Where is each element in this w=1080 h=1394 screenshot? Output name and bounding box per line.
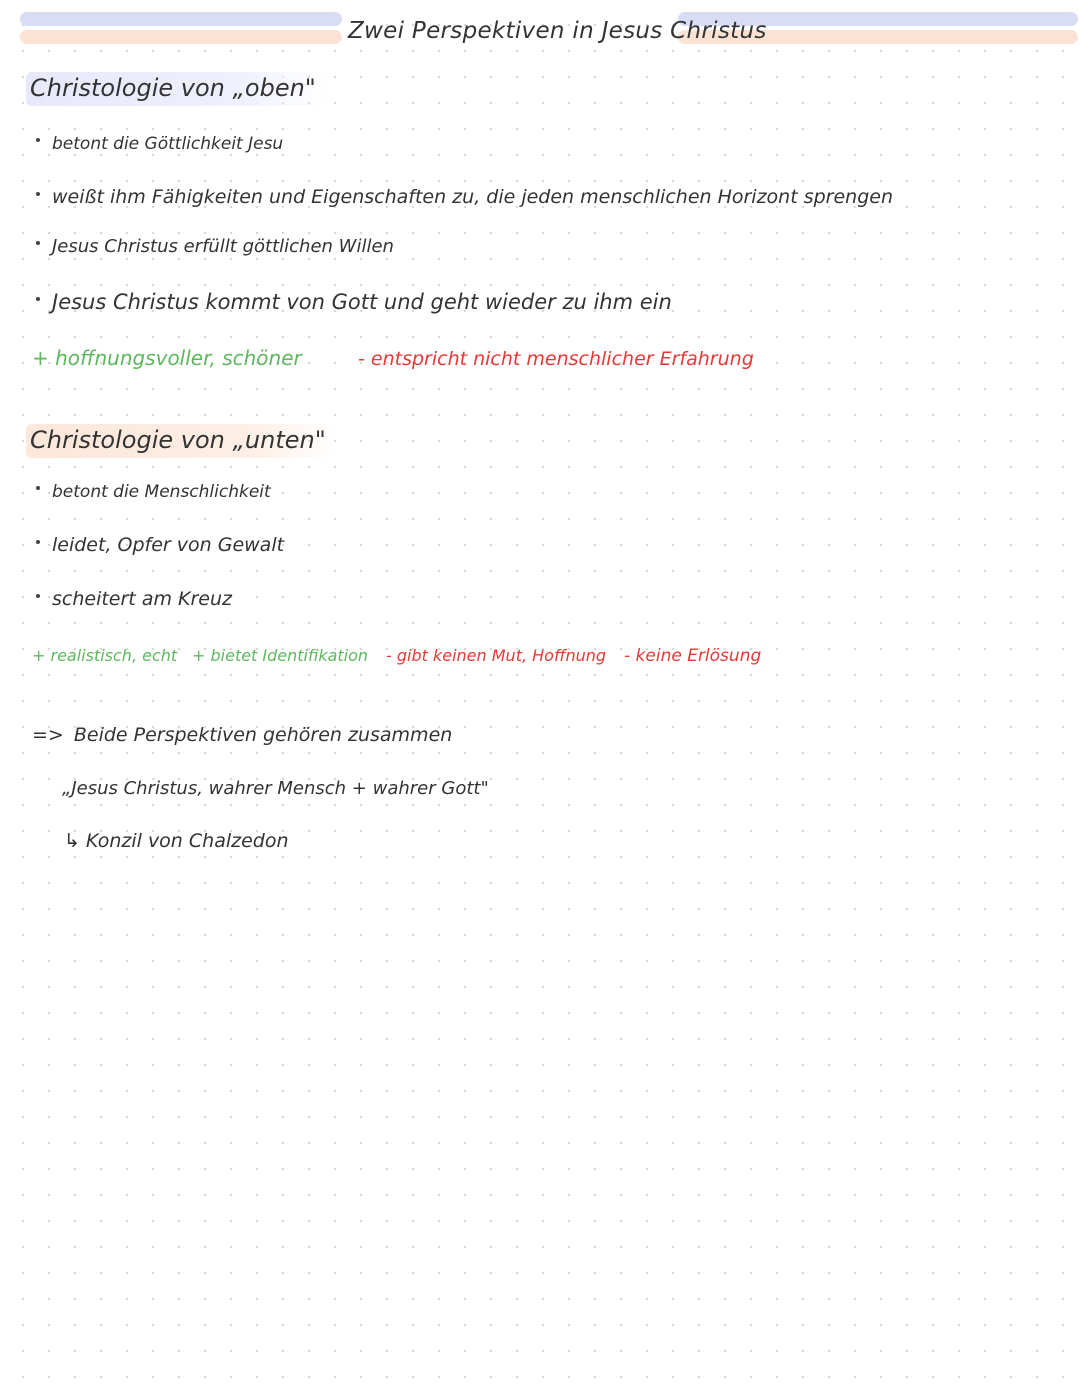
header-stripe-blue-left	[20, 12, 342, 26]
page-title: Zwei Perspektiven in Jesus Christus	[348, 18, 767, 44]
return-arrow-icon: ↳	[64, 830, 80, 852]
unten-con-1: - gibt keinen Mut, Hoffnung	[386, 646, 607, 665]
unten-bullet-3	[36, 588, 232, 610]
bullet-dot	[36, 241, 40, 245]
bullet-dot	[36, 297, 40, 301]
heading-christologie-oben: Christologie von „oben"	[26, 72, 326, 106]
conclusion-statement-text: Beide Perspektiven gehören zusammen	[73, 724, 453, 746]
council-text: Konzil von Chalzedon	[85, 830, 289, 852]
oben-bullet-4	[36, 290, 672, 314]
unten-bullet-2	[36, 534, 284, 556]
unten-bullet-2-text: leidet, Opfer von Gewalt	[52, 534, 285, 556]
heading-christologie-unten: Christologie von „unten"	[26, 424, 336, 458]
unten-pro-2: + bietet Identifikation	[192, 646, 369, 665]
oben-bullet-2	[36, 186, 893, 208]
oben-pro: + hoffnungsvoller, schöner	[32, 346, 302, 370]
bullet-dot	[36, 138, 40, 142]
bullet-dot	[36, 192, 40, 196]
unten-bullet-3-text: scheitert am Kreuz	[52, 588, 232, 610]
bullet-dot	[36, 594, 40, 598]
oben-bullet-3-text: Jesus Christus erfüllt göttlichen Willen	[52, 236, 394, 257]
oben-bullet-2-text: weißt ihm Fähigkeiten und Eigenschaften zu, die jeden menschlichen Horizont sprengen	[52, 186, 894, 208]
oben-bullet-4-text: Jesus Christus kommt von Gott und geht wieder zu ihm ein	[52, 290, 672, 314]
conclusion-statement	[32, 724, 452, 746]
unten-pro-1: + realistisch, echt	[32, 646, 178, 665]
bullet-dot	[36, 486, 40, 490]
unten-bullet-1-text: betont die Menschlichkeit	[52, 482, 271, 502]
oben-bullet-1-text: betont die Göttlichkeit Jesu	[52, 134, 284, 154]
implication-arrow: =>	[32, 724, 64, 746]
conclusion-council	[64, 830, 289, 852]
oben-con: - entspricht nicht menschlicher Erfahrung	[358, 348, 754, 370]
unten-con-2: - keine Erlösung	[624, 646, 762, 666]
oben-bullet-1	[36, 134, 283, 154]
conclusion-quote: „Jesus Christus, wahrer Mensch + wahrer Gott"	[62, 778, 489, 799]
oben-bullet-3	[36, 236, 394, 257]
header-stripe-peach-left	[20, 30, 342, 44]
bullet-dot	[36, 540, 40, 544]
unten-bullet-1	[36, 482, 271, 502]
